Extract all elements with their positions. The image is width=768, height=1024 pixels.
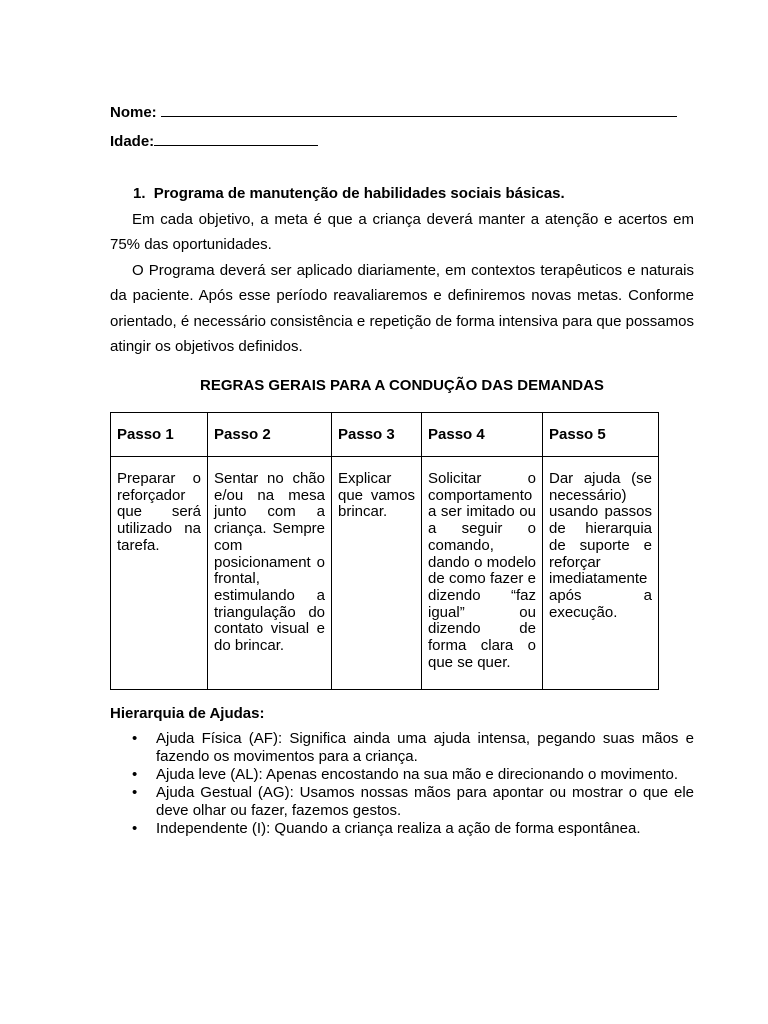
list-item-text: Ajuda Gestual (AG): Usamos nossas mãos para apontar ou mostrar o que ele deve olhar ou fazer, fazemos gestos.: [156, 784, 694, 819]
list-item: [110, 766, 694, 784]
list-item: [110, 820, 694, 838]
list-item-text: Ajuda Física (AF): Significa ainda uma ajuda intensa, pegando suas mãos e fazendo os movimentos para a criança.: [156, 730, 694, 765]
name-blank-field[interactable]: [161, 103, 677, 117]
paragraph-goal-text: Em cada objetivo, a meta é que a criança deverá manter a atenção e acertos em 75% das oportunidades.: [110, 211, 694, 254]
list-item: [110, 730, 694, 766]
step-4-header: Passo 4: [422, 413, 543, 457]
bullet-icon: •: [132, 784, 138, 801]
step-4-cell: Solicitar o comportamento a ser imitado ou a seguir o comando, dando o modelo de como fazer e dizendo “faz igual” ou dizendo de forma clara o que se quer.: [422, 457, 543, 690]
name-line: [110, 103, 677, 121]
section-heading: [133, 185, 565, 202]
section-title: Programa de manutenção de habilidades sociais básicas.: [153, 185, 565, 202]
step-5-header: Passo 5: [543, 413, 659, 457]
hierarchy-title: Hierarquia de Ajudas:: [110, 705, 265, 722]
age-label: Idade:: [110, 133, 155, 150]
steps-header-row: [111, 413, 659, 457]
age-blank-field[interactable]: [154, 132, 318, 146]
step-3-header: Passo 3: [332, 413, 422, 457]
bullet-icon: •: [132, 766, 138, 783]
step-5-cell: Dar ajuda (se necessário) usando passos de hierarquia de suporte e reforçar imediatamente após a execução.: [543, 457, 659, 690]
step-1-header: Passo 1: [111, 413, 208, 457]
bullet-icon: •: [132, 730, 138, 747]
steps-table: [110, 412, 659, 690]
paragraph-goal: [110, 207, 694, 258]
section-number: 1.: [133, 185, 146, 202]
step-2-header: Passo 2: [208, 413, 332, 457]
step-1-cell: Preparar o reforçador que será utilizado na tarefa.: [111, 457, 208, 690]
steps-body-row: [111, 457, 659, 690]
list-item: [110, 784, 694, 820]
age-line: [110, 132, 318, 150]
bullet-icon: •: [132, 820, 138, 837]
list-item-text: Ajuda leve (AL): Apenas encostando na sua mão e direcionando o movimento.: [156, 766, 678, 783]
step-2-cell: Sentar no chão e/ou na mesa junto com a criança. Sempre com posicionament o frontal, estimulando a triangulação do contato visual e do brincar.: [208, 457, 332, 690]
paragraph-program: [110, 258, 694, 359]
paragraph-program-text: O Programa deverá ser aplicado diariamente, em contextos terapêuticos e naturais da paciente. Após esse período reavaliaremos e definiremos novas metas. Conforme orientado, é necessário consistência e repetição de forma intensiva para que possamos atingir os objetivos definidos.: [110, 262, 694, 355]
step-3-cell: Explicar que vamos brincar.: [332, 457, 422, 690]
name-label: Nome:: [110, 104, 157, 121]
rules-title: REGRAS GERAIS PARA A CONDUÇÃO DAS DEMANDAS: [200, 377, 604, 394]
hierarchy-list: [110, 730, 694, 838]
list-item-text: Independente (I): Quando a criança realiza a ação de forma espontânea.: [156, 820, 641, 837]
